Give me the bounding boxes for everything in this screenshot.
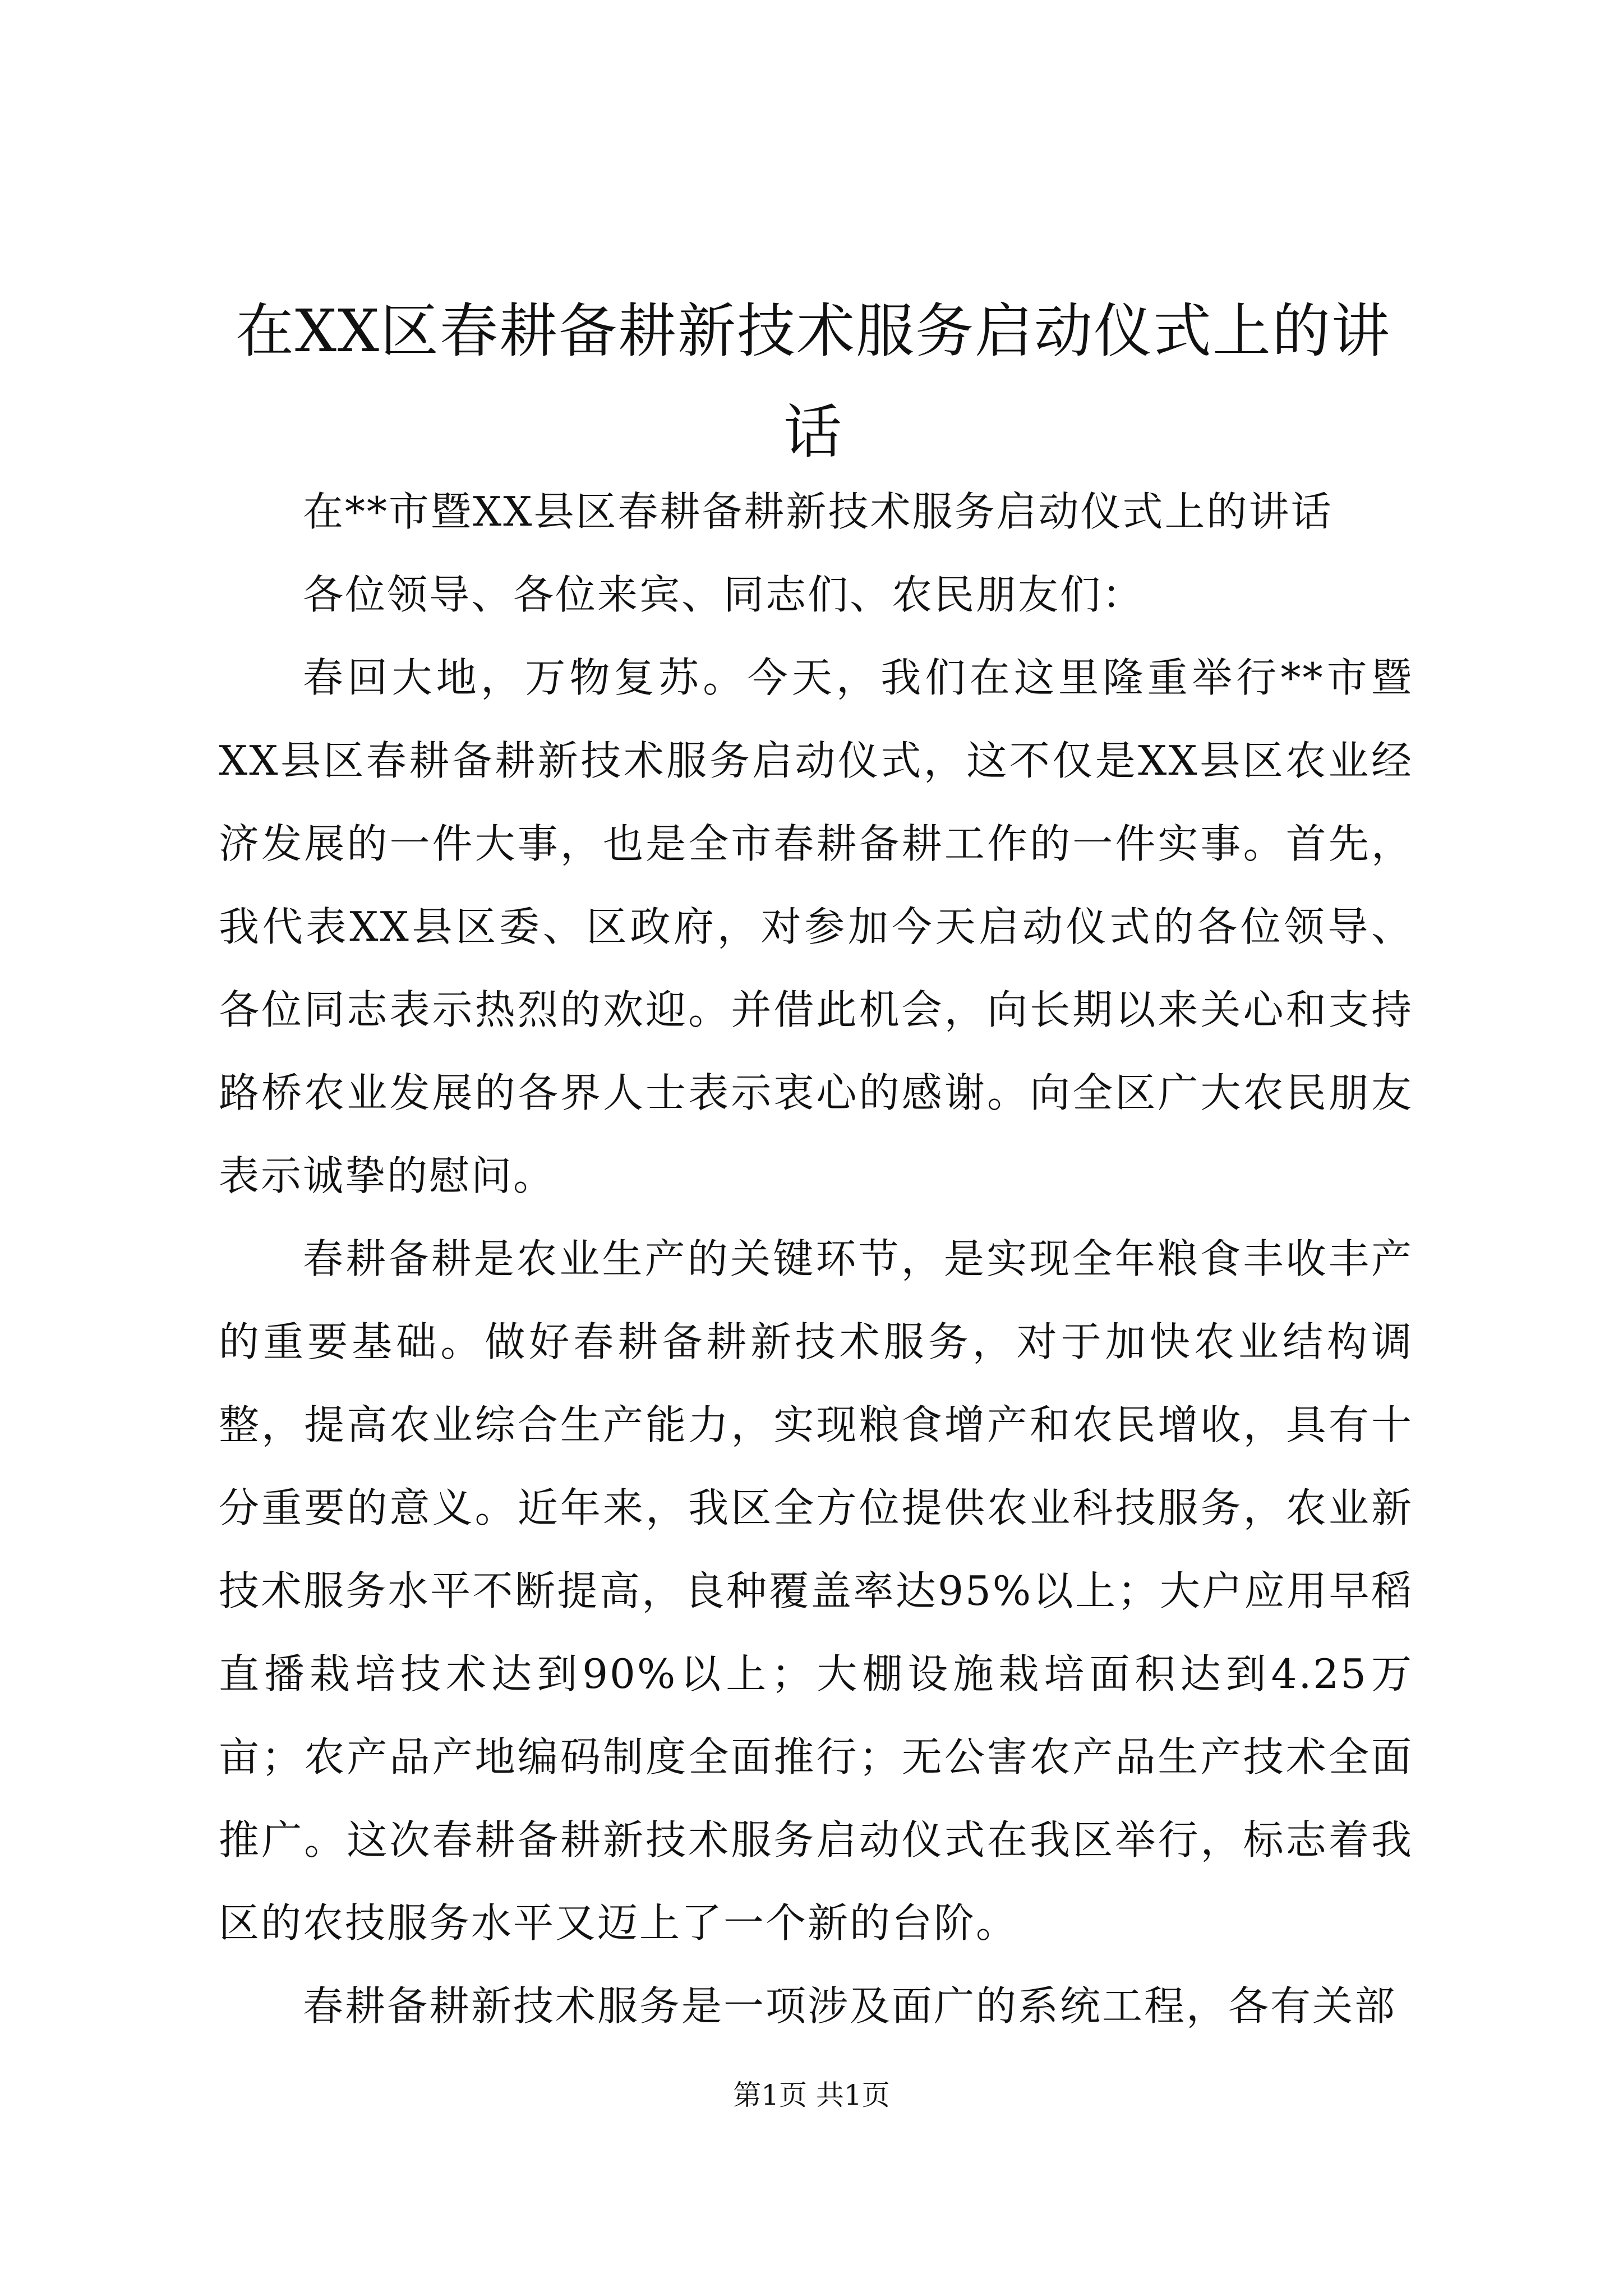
- subtitle-paragraph: 在**市暨XX县区春耕备耕新技术服务启动仪式上的讲话: [303, 488, 1333, 535]
- document-body: [219, 470, 1413, 2047]
- body-paragraph: 春耕备耕是农业生产的关键环节，是实现全年粮食丰收丰产的重要基础。做好春耕备耕新技术服务，对于加快农业结构调整，提高农业综合生产能力，实现粮食增产和农民增收，具有十分重要的意义。近年来，我区全方位提供农业科技服务，农业新技术服务水平不断提高，良种覆盖率达95%以上；大户应用早稻直播栽培技术达到90%以上；大棚设施栽培面积达到4.25万亩；农产品产地编码制度全面推行；无公害农产品生产技术全面推广。这次春耕备耕新技术服务启动仪式在我区举行，标志着我区的农技服务水平又迈上了一个新的台阶。: [219, 1235, 1413, 1947]
- page-footer: 第1页 共1页: [733, 2079, 890, 2111]
- salutation-paragraph: 各位领导、各位来宾、同志们、农民朋友们：: [303, 571, 1145, 618]
- document-title: 在XX区春耕备耕新技术服务启动仪式上的讲话: [235, 297, 1391, 466]
- body-paragraph: 春耕备耕新技术服务是一项涉及面广的系统工程，各有关部: [303, 1982, 1397, 2030]
- body-paragraph: 春回大地，万物复苏。今天，我们在这里隆重举行**市暨XX县区春耕备耕新技术服务启动仪式，这不仅是XX县区农业经济发展的一件大事，也是全市春耕备耕工作的一件实事。首先，我代表XX县区委、区政府，对参加今天启动仪式的各位领导、各位同志表示热烈的欢迎。并借此机会，向长期以来关心和支持路桥农业发展的各界人士表示衷心的感谢。向全区广大农民朋友表示诚挚的慰问。: [219, 654, 1413, 1199]
